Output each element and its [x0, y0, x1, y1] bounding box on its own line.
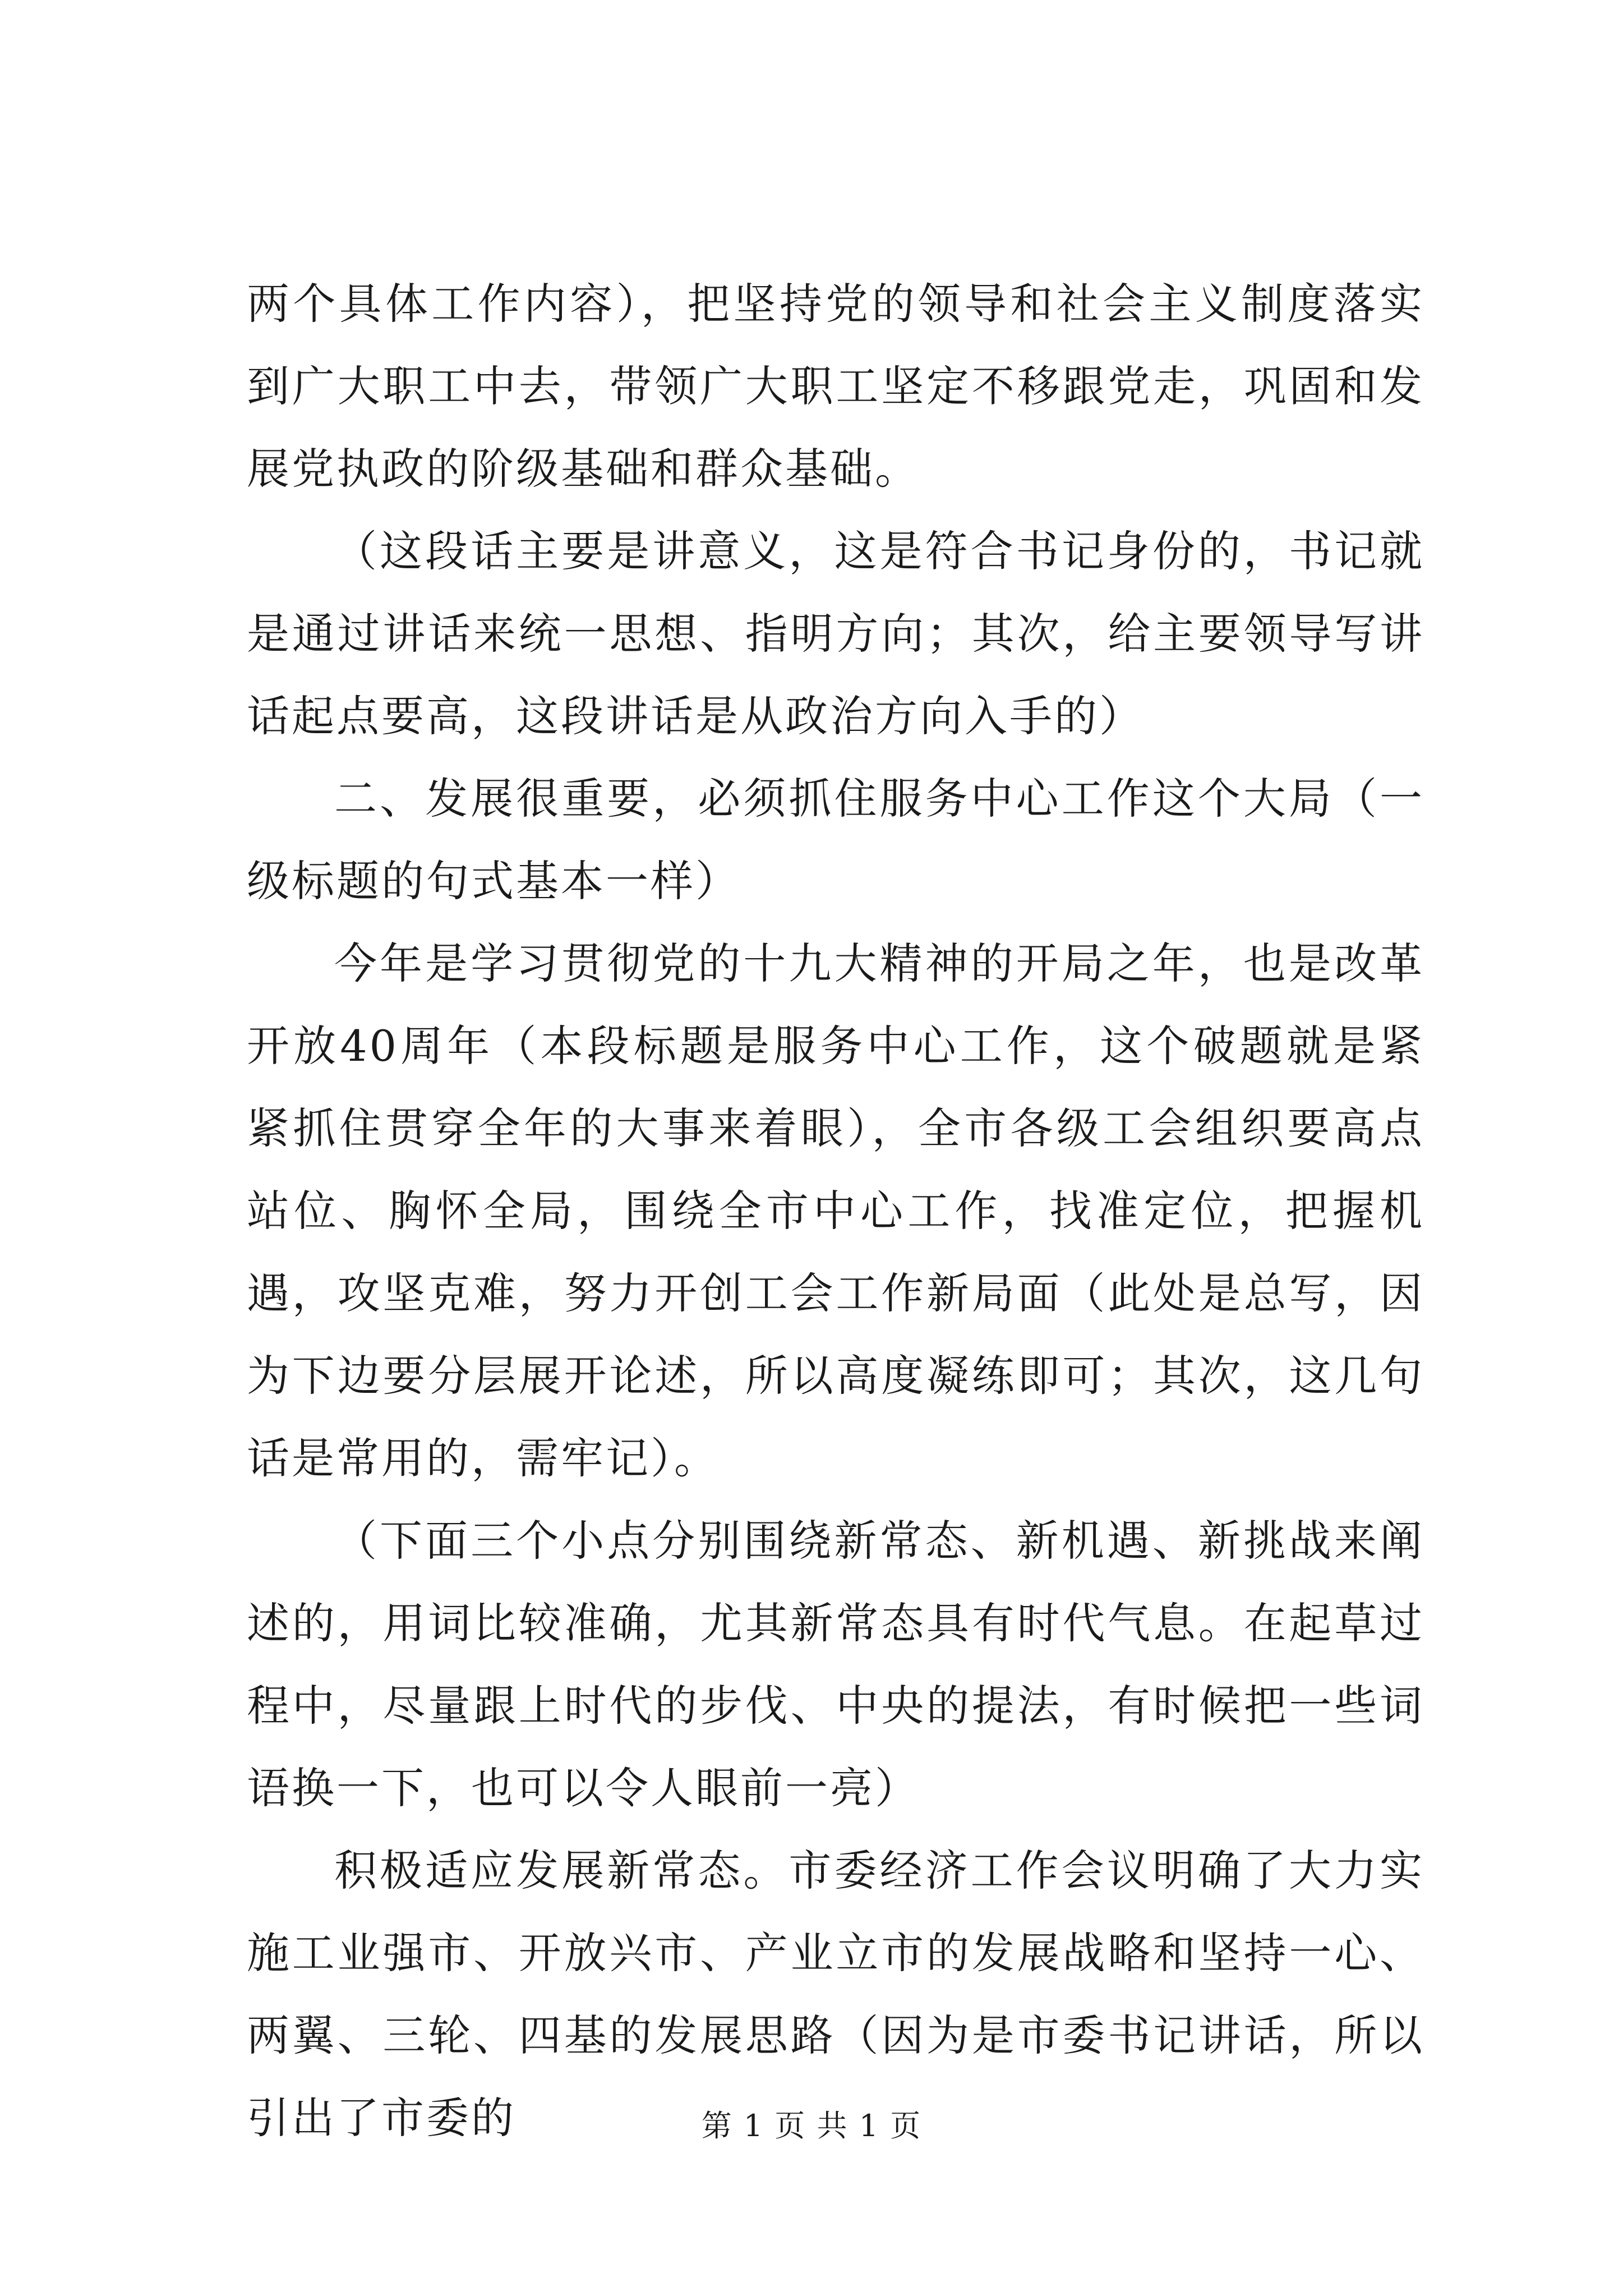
- paragraph-commentary: （这段话主要是讲意义，这是符合书记身份的，书记就是通过讲话来统一思想、指明方向；其次，给主要领导写讲话起点要高，这段讲话是从政治方向入手的）: [247, 526, 1424, 741]
- paragraph-commentary: （下面三个小点分别围绕新常态、新机遇、新挑战来阐述的，用词比较准确，尤其新常态具有时代气息。在起草过程中，尽量跟上时代的步伐、中央的提法，有时候把一些词语换一下，也可以令人眼前一亮）: [247, 1516, 1424, 1813]
- paragraph-body: 今年是学习贯彻党的十九大精神的开局之年，也是改革开放40周年（本段标题是服务中心工作，这个破题就是紧紧抓住贯穿全年的大事来着眼），全市各级工会组织要高点站位、胸怀全局，围绕全市中心工作，找准定位，把握机遇，攻坚克难，努力开创工会工作新局面（此处是总写，因为下边要分层展开论述，所以高度凝练即可；其次，这几句话是常用的，需牢记）。: [247, 938, 1424, 1483]
- paragraph-continuation: 两个具体工作内容），把坚持党的领导和社会主义制度落实到广大职工中去，带领广大职工坚定不移跟党走，巩固和发展党执政的阶级基础和群众基础。: [247, 279, 1424, 494]
- section-heading: 二、发展很重要，必须抓住服务中心工作这个大局（一级标题的句式基本一样）: [247, 774, 1424, 906]
- page-number-footer: 第 1 页 共 1 页: [701, 2108, 922, 2143]
- document-body: [247, 263, 1424, 2159]
- paragraph-body: 积极适应发展新常态。市委经济工作会议明确了大力实施工业强市、开放兴市、产业立市的发展战略和坚持一心、两翼、三轮、四基的发展思路（因为是市委书记讲话，所以引出了市委的: [247, 1846, 1424, 2143]
